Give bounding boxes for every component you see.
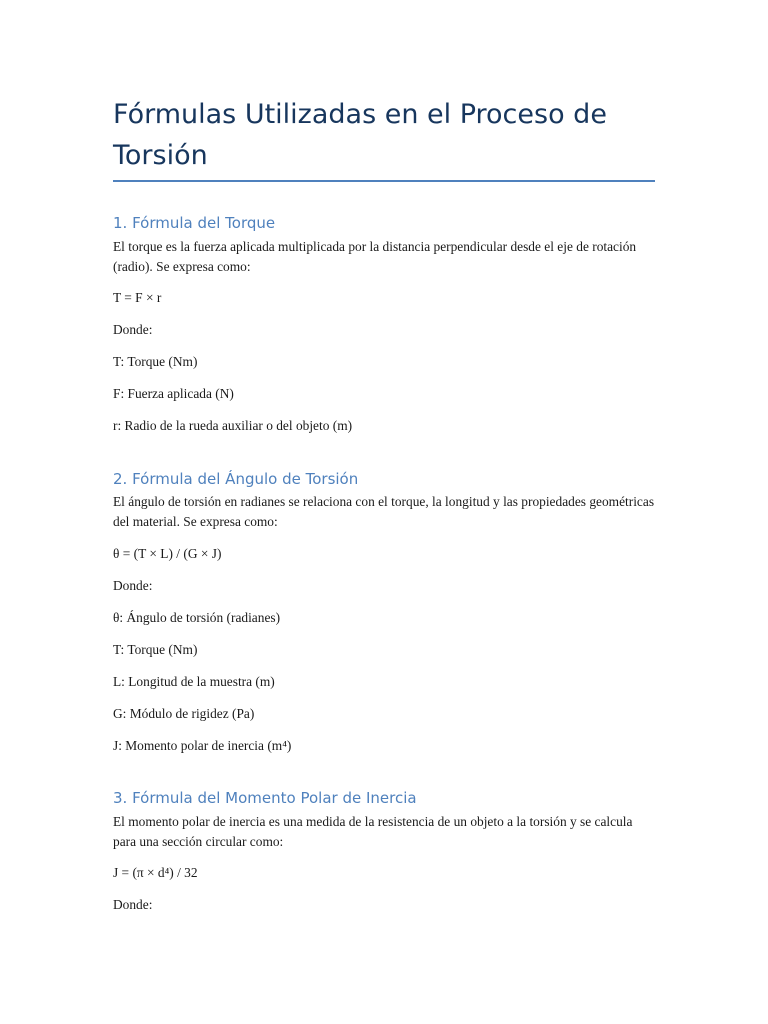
section-1-donde: Donde: (113, 322, 153, 337)
section-1-formula: T = F × r (113, 290, 162, 305)
section-2-item: G: Módulo de rigidez (Pa) (113, 706, 255, 721)
section-3-heading: 3. Fórmula del Momento Polar de Inercia (113, 789, 417, 807)
section-2-heading: 2. Fórmula del Ángulo de Torsión (113, 470, 359, 488)
document-title: Fórmulas Utilizadas en el Proceso de Torsión (113, 99, 607, 171)
section-1-item: F: Fuerza aplicada (N) (113, 386, 234, 401)
section-2-formula: θ = (T × L) / (G × J) (113, 546, 222, 561)
section-2-donde: Donde: (113, 578, 153, 593)
section-2-item: T: Torque (Nm) (113, 642, 198, 657)
section-3-intro: El momento polar de inercia es una medida de la resistencia de un objeto a la torsión y se calcula para una sección circular como: (113, 814, 633, 849)
section-1-intro: El torque es la fuerza aplicada multiplicada por la distancia perpendicular desde el eje de rotación (radio). Se expresa como: (113, 239, 637, 274)
section-1-heading: 1. Fórmula del Torque (113, 214, 276, 232)
title-underline (113, 180, 655, 182)
section-2-item: θ: Ángulo de torsión (radianes) (113, 610, 281, 625)
section-3-donde: Donde: (113, 897, 153, 912)
section-2-intro: El ángulo de torsión en radianes se relaciona con el torque, la longitud y las propiedades geométricas del material. Se expresa como: (113, 494, 655, 529)
section-3-formula: J = (π × d⁴) / 32 (113, 865, 198, 880)
section-2-item: J: Momento polar de inercia (m⁴) (113, 738, 292, 753)
section-2-item: L: Longitud de la muestra (m) (113, 674, 275, 689)
section-1-item: r: Radio de la rueda auxiliar o del objeto (m) (113, 418, 353, 433)
section-1-item: T: Torque (Nm) (113, 354, 198, 369)
